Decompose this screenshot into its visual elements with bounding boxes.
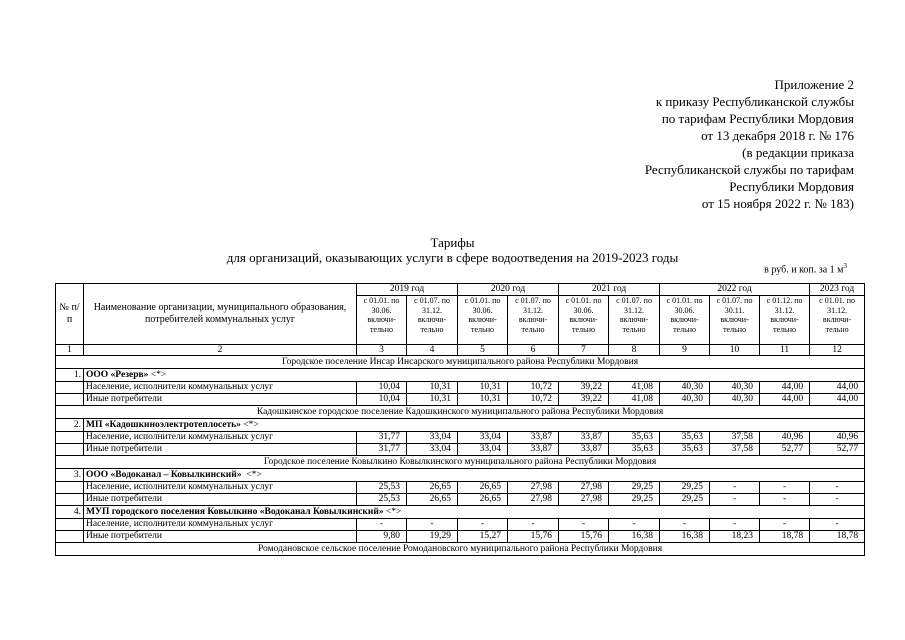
tariff-value: 10,31: [407, 382, 458, 394]
year-2022-header: 2022 год: [660, 284, 810, 296]
row-index-cell: [56, 394, 84, 406]
consumer-label: Иные потребители: [84, 394, 357, 406]
tariff-value: 33,04: [407, 444, 458, 456]
tariff-value: 40,30: [710, 382, 760, 394]
organization-index: 2.: [56, 419, 84, 432]
organization-name-cell: [84, 419, 865, 432]
appendix-line: Приложение 2: [774, 77, 854, 92]
tariff-value: 40,96: [810, 432, 865, 444]
tariff-value: 33,87: [508, 432, 559, 444]
tariff-value: 44,00: [760, 394, 810, 406]
column-number: 5: [458, 345, 508, 356]
organization-name: ООО «Резерв»: [86, 370, 149, 380]
tariff-row: [56, 394, 865, 406]
column-number: 1: [56, 345, 84, 356]
period-header: с 01.01. по 30.06. включи-тельно: [458, 296, 508, 345]
column-number: 12: [810, 345, 865, 356]
organization-name-cell: [84, 506, 865, 519]
tariff-value: 33,04: [458, 444, 508, 456]
tariff-value: 10,31: [458, 382, 508, 394]
appendix-line: (в редакции приказа: [742, 145, 854, 160]
year-2019-header: 2019 год: [357, 284, 458, 296]
consumer-label: Иные потребители: [84, 444, 357, 456]
row-index-cell: [56, 432, 84, 444]
tariff-row: [56, 432, 865, 444]
tariff-value: 40,30: [660, 394, 710, 406]
column-number: 8: [609, 345, 660, 356]
tariff-value: 26,65: [407, 482, 458, 494]
column-number: 7: [559, 345, 609, 356]
tariff-value: 44,00: [810, 394, 865, 406]
tariff-row: [56, 482, 865, 494]
tariff-value: 26,65: [407, 494, 458, 506]
tariff-value: -: [458, 519, 508, 531]
tariff-value: 33,87: [559, 444, 609, 456]
appendix-line: от 15 ноября 2022 г. № 183): [701, 196, 854, 211]
row-index-cell: [56, 494, 84, 506]
row-index-cell: [56, 444, 84, 456]
tariff-value: 33,87: [508, 444, 559, 456]
tariff-value: 37,58: [710, 444, 760, 456]
column-number: 11: [760, 345, 810, 356]
consumer-label: Население, исполнители коммунальных услуг: [84, 519, 357, 531]
tariff-table-body: [56, 356, 865, 556]
tariff-row: [56, 519, 865, 531]
tariff-value: 29,25: [609, 482, 660, 494]
tariff-value: 18,23: [710, 531, 760, 543]
row-index-cell: [56, 382, 84, 394]
units-superscript: 3: [843, 262, 847, 270]
organization-row: [56, 369, 865, 382]
appendix-block: [534, 76, 854, 212]
organization-row: [56, 419, 865, 432]
period-header: с 01.07. по 31.12. включи-тельно: [407, 296, 458, 345]
tariff-value: 44,00: [760, 382, 810, 394]
tariff-value: 26,65: [458, 482, 508, 494]
year-header-row: [56, 284, 865, 296]
col-name-header: Наименование организации, муниципального образования, потребителей коммунальных услуг: [84, 284, 357, 345]
tariff-value: -: [810, 482, 865, 494]
settlement-name: Ромодановское сельское поселение Ромодановского муниципального района Республики Мордовия: [56, 543, 865, 556]
tariff-value: 41,08: [609, 382, 660, 394]
column-number: 9: [660, 345, 710, 356]
consumer-label: Иные потребители: [84, 494, 357, 506]
row-index-cell: [56, 531, 84, 543]
tariff-value: 25,53: [357, 494, 407, 506]
tariff-value: 27,98: [508, 494, 559, 506]
settlement-name: Кадошкинское городское поселение Кадошкинского муниципального района Республики Мордовия: [56, 406, 865, 419]
consumer-label: Население, исполнители коммунальных услуг: [84, 432, 357, 444]
tariff-value: 18,78: [810, 531, 865, 543]
tariff-value: 27,98: [559, 494, 609, 506]
tariff-value: -: [660, 519, 710, 531]
column-number: 3: [357, 345, 407, 356]
column-number: 6: [508, 345, 559, 356]
tariff-value: 16,38: [609, 531, 660, 543]
tariff-value: -: [810, 494, 865, 506]
tariff-value: -: [609, 519, 660, 531]
tariff-value: 29,25: [609, 494, 660, 506]
tariff-value: -: [710, 519, 760, 531]
tariff-value: 29,25: [660, 494, 710, 506]
settlement-row: [56, 543, 865, 556]
tariff-value: 31,77: [357, 444, 407, 456]
units-text: в руб. и коп. за 1 м: [764, 264, 844, 276]
tariff-value: 40,30: [660, 382, 710, 394]
tariff-value: -: [357, 519, 407, 531]
tariff-value: 27,98: [559, 482, 609, 494]
units-label: [764, 262, 847, 275]
tariff-value: 41,08: [609, 394, 660, 406]
year-2023-header: 2023 год: [810, 284, 865, 296]
tariff-value: 52,77: [760, 444, 810, 456]
tariff-table: [55, 283, 865, 556]
tariff-value: 10,31: [458, 394, 508, 406]
tariff-value: 33,04: [407, 432, 458, 444]
organization-name: МП «Кадошкиноэлектротеплосеть»: [86, 420, 241, 430]
consumer-label: Население, исполнители коммунальных услуг: [84, 482, 357, 494]
tariff-value: -: [508, 519, 559, 531]
tariff-value: 15,76: [559, 531, 609, 543]
period-header: с 01.01. по 30.06. включи-тельно: [559, 296, 609, 345]
appendix-line: Республики Мордовия: [729, 179, 854, 194]
row-index-cell: [56, 482, 84, 494]
tariff-value: -: [407, 519, 458, 531]
tariff-value: 52,77: [810, 444, 865, 456]
year-2021-header: 2021 год: [559, 284, 660, 296]
organization-index: 1.: [56, 369, 84, 382]
period-header: с 01.12. по 31.12. включи-тельно: [760, 296, 810, 345]
tariff-value: 37,58: [710, 432, 760, 444]
consumer-label: Иные потребители: [84, 531, 357, 543]
tariff-value: 9,80: [357, 531, 407, 543]
tariff-value: 44,00: [810, 382, 865, 394]
tariff-value: 33,87: [559, 432, 609, 444]
col-number-header: № п/п: [56, 284, 84, 345]
organization-row: [56, 506, 865, 519]
tariff-value: 26,65: [458, 494, 508, 506]
settlement-row: [56, 406, 865, 419]
tariff-row: [56, 531, 865, 543]
tariff-value: 10,31: [407, 394, 458, 406]
tariff-value: 35,63: [609, 444, 660, 456]
settlement-name: Городское поселение Инсар Инсарского муниципального района Республики Мордовия: [56, 356, 865, 369]
tariff-value: -: [710, 482, 760, 494]
organization-row: [56, 469, 865, 482]
appendix-line: от 13 декабря 2018 г. № 176: [701, 128, 854, 143]
period-header: с 01.07. по 31.12. включи-тельно: [508, 296, 559, 345]
tariff-value: 16,38: [660, 531, 710, 543]
tariff-value: 40,30: [710, 394, 760, 406]
tariff-value: -: [760, 482, 810, 494]
year-2020-header: 2020 год: [458, 284, 559, 296]
tariff-value: 10,72: [508, 394, 559, 406]
organization-name: МУП городского поселения Ковылкино «Водоканал Ковылкинский»: [86, 507, 384, 517]
tariff-value: 18,78: [760, 531, 810, 543]
tariff-value: 39,22: [559, 382, 609, 394]
tariff-value: 10,72: [508, 382, 559, 394]
tariff-value: 33,04: [458, 432, 508, 444]
row-index-cell: [56, 519, 84, 531]
tariff-value: 29,25: [660, 482, 710, 494]
organization-index: 3.: [56, 469, 84, 482]
tariff-value: 31,77: [357, 432, 407, 444]
tariff-value: -: [760, 494, 810, 506]
organization-name: ООО «Водоканал – Ковылкинский»: [86, 470, 242, 480]
appendix-line: к приказу Республиканской службы: [655, 94, 854, 109]
appendix-line: по тарифам Республики Мордовия: [661, 111, 854, 126]
column-number: 2: [84, 345, 357, 356]
organization-name-cell: [84, 469, 865, 482]
period-header: с 01.01. по 30.06. включи-тельно: [357, 296, 407, 345]
tariff-value: -: [810, 519, 865, 531]
settlement-row: [56, 356, 865, 369]
organization-note: <*>: [241, 470, 262, 480]
organization-note: <*>: [148, 370, 167, 380]
period-header: с 01.01. по 30.06. включи-тельно: [660, 296, 710, 345]
tariff-value: 40,96: [760, 432, 810, 444]
column-number-row: [56, 345, 865, 356]
tariff-value: -: [710, 494, 760, 506]
tariff-value: 25,53: [357, 482, 407, 494]
tariff-row: [56, 382, 865, 394]
tariff-value: -: [760, 519, 810, 531]
period-header: с 01.07. по 30.11. включи-тельно: [710, 296, 760, 345]
appendix-line: Республиканской службы по тарифам: [644, 162, 854, 177]
organization-index: 4.: [56, 506, 84, 519]
consumer-label: Население, исполнители коммунальных услуг: [84, 382, 357, 394]
tariff-value: 35,63: [660, 432, 710, 444]
document-subtitle: для организаций, оказывающих услуги в сфере водоотведения на 2019-2023 годы: [226, 250, 679, 265]
tariff-row: [56, 494, 865, 506]
tariff-value: 39,22: [559, 394, 609, 406]
organization-note: <*>: [383, 507, 402, 517]
column-number: 10: [710, 345, 760, 356]
document-title: Тарифы: [430, 235, 475, 250]
tariff-value: 10,04: [357, 382, 407, 394]
settlement-row: [56, 456, 865, 469]
tariff-row: [56, 444, 865, 456]
tariff-value: 19,29: [407, 531, 458, 543]
organization-name-cell: [84, 369, 865, 382]
period-header: с 01.07. по 31.12. включи-тельно: [609, 296, 660, 345]
settlement-name: Городское поселение Ковылкино Ковылкинского муниципального района Республики Мордовия: [56, 456, 865, 469]
tariff-value: 35,63: [660, 444, 710, 456]
tariff-value: 15,27: [458, 531, 508, 543]
tariff-value: -: [559, 519, 609, 531]
tariff-value: 35,63: [609, 432, 660, 444]
period-header: с 01.01. по 31.12. включи-тельно: [810, 296, 865, 345]
tariff-value: 27,98: [508, 482, 559, 494]
tariff-value: 15,76: [508, 531, 559, 543]
column-number: 4: [407, 345, 458, 356]
organization-note: <*>: [240, 420, 259, 430]
tariff-value: 10,04: [357, 394, 407, 406]
